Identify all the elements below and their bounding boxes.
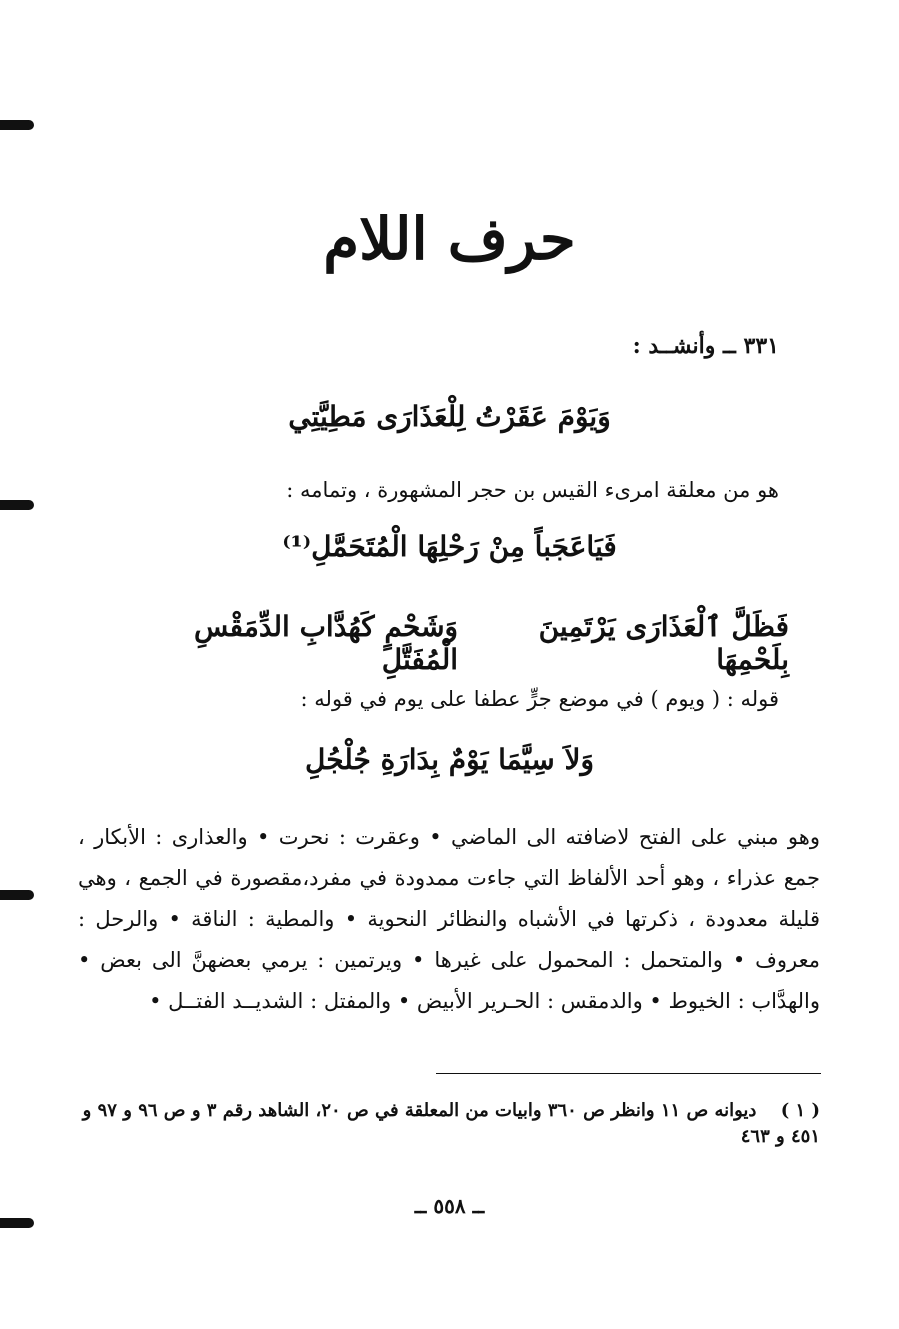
poem-verse: فَيَاعَجَباً مِنْ رَحْلِهَا الْمُتَحَمَّلِ⁽¹⁾ (282, 530, 617, 563)
footnote-divider (436, 1073, 821, 1074)
commentary-intro: هو من معلقة امرىء القيس بن حجر المشهورة ، وتمامه : (286, 478, 779, 502)
couplet-second-hemistich: وَشَحْمٍ كَهُدَّابِ الدِّمَقْسِ الْمُفَتَّلِ (193, 610, 459, 676)
entry-heading: ٣٣١ ــ وأنشــد : (632, 333, 779, 359)
binding-mark (0, 120, 34, 130)
footnote-marker: ( ١ ) (780, 1100, 820, 1121)
binding-mark (0, 890, 34, 900)
footnote (78, 1098, 820, 1150)
poem-verse: وَلاَ سِيَّمَا يَوْمٌ بِدَارَةِ جُلْجُلِ (304, 743, 595, 776)
page-number: ــ ٥٥٨ ــ (414, 1194, 485, 1218)
binding-mark (0, 500, 34, 510)
poem-verse: وَيَوْمَ عَقَرْتُ لِلْعَذَارَى مَطِيَّتِي (288, 400, 611, 433)
commentary-paragraph: وهو مبني على الفتح لاضافته الى الماضي • وعقرت : نحرت • والعذارى : الأبكار ، جمع عذراء ، وهو أحد الألفاظ التي جاءت ممدودة في مفرد،مقصورة في الجمع ، وهي قليلة معدودة ، ذكرتها في الأشباه والنظائر النحوية • والمطية : الناقة • والرحل : معروف • والمتحمل : المحمول على غيرها • ويرتمين : يرمي بعضهنَّ الى بعض • والهدَّاب : الخيوط • والدمقس : الحـرير الأبيض • والمفتل : الشديــد الفتــل • (78, 825, 820, 1013)
commentary-line: قوله : ( ويوم ) في موضع جرٍّ عطفا على يوم في قوله : (300, 687, 779, 711)
couplet-first-hemistich: فَظَلَّ ٱلْعَذَارَى يَرْتَمِينَ بِلَحْمِهَا (538, 610, 789, 676)
footnote-text: ديوانه ص ١١ وانظر ص ٣٦٠ وابيات من المعلقة في ص ٢٠، الشاهد رقم ٣ و ص ٩٦ و ٩٧ و ٤٥١ و ٤٦٣ (82, 1100, 820, 1147)
binding-mark (0, 1218, 34, 1228)
poem-couplet (110, 610, 789, 676)
chapter-title: حرف اللام (323, 205, 576, 273)
